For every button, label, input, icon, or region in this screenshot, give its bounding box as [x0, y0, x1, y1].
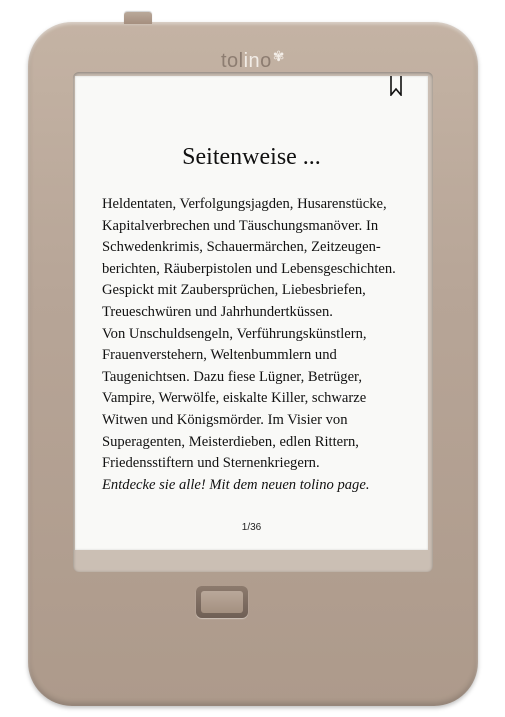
tolino-logo — [28, 48, 478, 73]
book-title: Seitenweise ... — [182, 144, 321, 170]
home-button-face — [201, 591, 243, 613]
logo-text-highlight: in — [243, 50, 261, 72]
eink-screen[interactable] — [75, 76, 428, 550]
text-line: Friedensstiftern und Sternenkriegern. — [102, 455, 320, 472]
text-line: Frauenverstehern, Weltenbummlern und — [102, 347, 337, 364]
text-line: Von Unschuldsengeln, Verführungskünstlern, — [102, 325, 367, 342]
text-line: Heldentaten, Verfolgungsjagden, Husarenstücke, — [102, 196, 387, 212]
bookmark-icon[interactable] — [390, 76, 402, 96]
text-line: Superagenten, Meisterdieben, edlen Rittern, — [102, 433, 359, 450]
power-button[interactable] — [124, 12, 152, 24]
text-line: Vampire, Werwölfe, eiskalte Killer, schwarze — [102, 390, 367, 407]
text-line: Treueschwüren und Jahrhundertküssen. — [102, 303, 333, 320]
logo-text-prefix: tol — [220, 50, 244, 72]
book-text — [102, 194, 422, 496]
butterfly-icon: ✾ — [272, 48, 286, 64]
text-line: Kapitalverbrechen und Täuschungsmanöver. In — [102, 217, 379, 234]
page-number: 1/36 — [241, 522, 262, 533]
logo-text-suffix: o — [260, 50, 272, 72]
text-line: berichten, Räuberpistolen und Lebensgeschichten. — [102, 260, 396, 277]
text-line: Gespickt mit Zaubersprüchen, Liebesbriefen, — [102, 282, 366, 299]
home-button[interactable] — [196, 586, 248, 618]
text-line: Taugenichtsen. Dazu fiese Lügner, Betrüger, — [102, 368, 362, 385]
text-line: Schwedenkrimis, Schauermärchen, Zeitzeugen- — [102, 239, 381, 256]
closing-line: Entdecke sie alle! Mit dem neuen tolino page. — [102, 476, 370, 493]
text-line: Witwen und Königsmörder. Im Visier von — [102, 411, 348, 428]
